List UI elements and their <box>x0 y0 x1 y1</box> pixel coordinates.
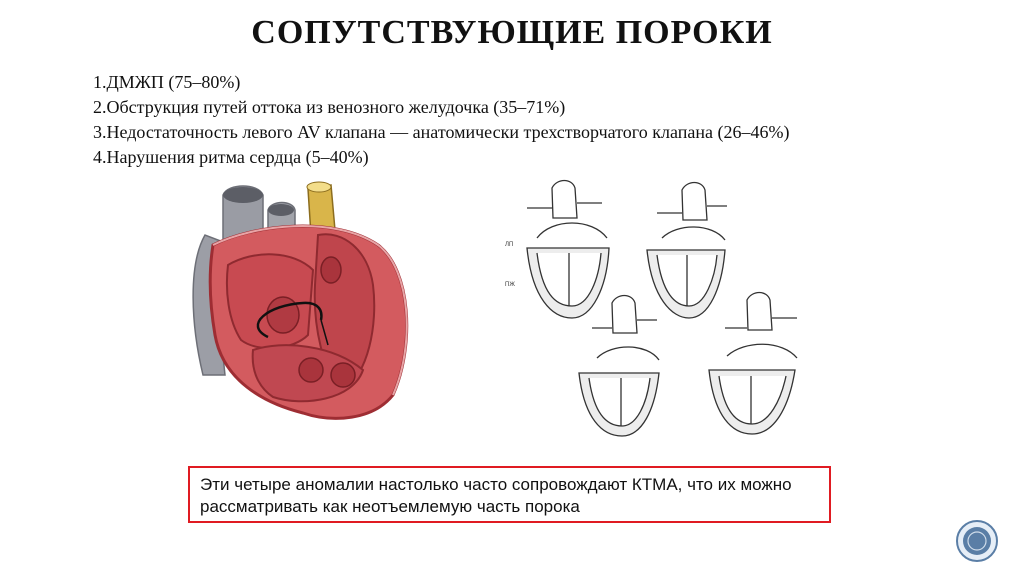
svg-text:ПЖ: ПЖ <box>505 282 515 288</box>
heart-illustration <box>183 175 421 423</box>
list-item: 1.ДМЖП (75–80%) <box>93 72 241 92</box>
logo-badge-icon <box>956 520 998 562</box>
sketch-4 <box>709 293 797 435</box>
summary-callout: Эти четыре аномалии настолько часто сопровождают КТМА, что их можно рассматривать как неотъемлемую часть порока <box>188 466 831 523</box>
sketch-3 <box>579 296 659 437</box>
list-item: 2.Обструкция путей оттока из венозного желудочка (35–71%) <box>93 97 566 117</box>
list-item: 4.Нарушения ритма сердца (5–40%) <box>93 147 369 167</box>
sketch-2 <box>647 183 727 319</box>
sketch-1 <box>505 181 609 319</box>
slide-title: СОПУТСТВУЮЩИЕ ПОРОКИ <box>251 14 773 51</box>
list-item: 3.Недостаточность левого AV клапана — анатомически трехстворчатого клапана (26–46%) <box>93 122 790 142</box>
anomaly-list <box>93 70 973 170</box>
heart-sketches-diagram <box>497 178 831 440</box>
svg-text:ЛП: ЛП <box>505 242 514 248</box>
